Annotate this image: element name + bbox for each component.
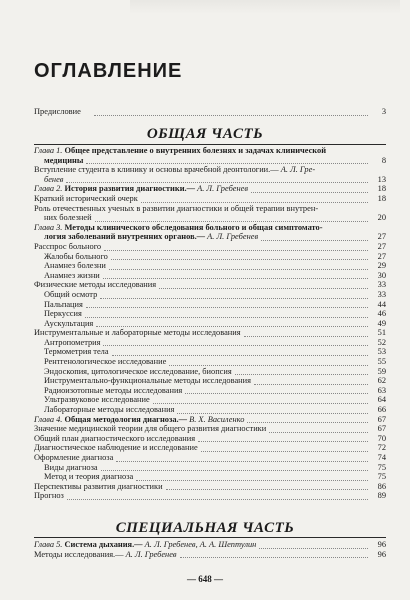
entry-text: Оформление диагноза [34,453,114,462]
entry-page: 27 [377,251,386,261]
entry-page: 33 [377,280,386,290]
leader-dots [247,421,368,423]
toc-entry [34,463,386,473]
leader-dots [94,114,368,116]
toc-entry [34,204,386,214]
entry-page: 89 [377,491,386,501]
leader-dots [269,431,368,433]
entry-text: Перспективы развития диагностики [34,481,163,491]
entry-page: 67 [377,424,386,434]
page-title: ОГЛАВЛЕНИЕ [34,60,183,82]
entry-page: 63 [377,385,386,395]
leader-dots [185,392,368,394]
entry-text: Лабораторные методы исследования [44,405,175,415]
toc-entry-text [44,156,83,165]
entry-text: Методы исследования.— [34,549,124,559]
toc-entry [34,472,386,482]
toc-entry [34,156,386,166]
chapter-title: Система дыхания.— [64,540,143,549]
entry-text: Прогноз [34,491,64,501]
toc-entry-text [44,338,100,347]
leader-dots [95,220,368,222]
leader-dots [136,479,368,481]
toc-entry [34,328,386,338]
entry-page: 49 [377,318,386,328]
toc-entry-text [44,175,63,184]
chapter-title: История развития диагностики.— [64,184,195,194]
toc-entry-text [34,242,101,251]
leader-dots [104,249,368,251]
chapter-title: логия заболеваний внутренних органов.— [44,232,206,242]
toc-entry [34,376,386,386]
entry-text: Пальпация [44,299,83,309]
toc-entry-text [44,386,182,395]
toc-entry [34,386,386,396]
entry-author: А. Л. Гребенев [197,184,249,194]
entry-page: 33 [377,289,386,299]
leader-dots [85,316,368,318]
entry-author: А. Л. Гре- [280,165,316,175]
entry-page: 96 [377,540,386,549]
toc-entry-text [34,165,315,174]
leader-dots [96,325,368,327]
toc-entry-text [44,376,251,385]
chapter-title: Общее представление о внутренних болезнях и задачах клинической [64,146,327,155]
toc-entry [34,242,386,252]
entry-author: А. Л. Гребенев, А. А. Шептулин [144,540,257,549]
toc-entry [34,252,386,262]
leader-dots [159,287,368,289]
toc-entry-text [34,223,323,232]
section-title-special: СПЕЦИАЛЬНАЯ ЧАСТЬ [115,520,295,536]
entry-page: 75 [377,462,386,472]
toc-entry-text [34,443,198,452]
entry-text: Диагностическое наблюдение и исследование [34,443,198,453]
entry-page: 66 [377,405,386,415]
toc-entry-text [34,550,177,559]
toc-entry-text [44,232,258,241]
entry-author: А. Л. Гребенев [125,549,177,559]
leader-dots [109,268,368,270]
toc-entry-text [34,280,156,289]
toc-entry-text [44,261,106,270]
chapter-title: Методы клинического обследования больного и общая симптомато- [64,222,323,232]
entry-page: 53 [377,347,386,357]
entry-text: Жалобы больного [44,251,108,261]
chapter-label: Глава 1. [34,146,63,155]
toc-entry [34,319,386,329]
toc-entry [34,415,386,425]
leader-dots [153,402,368,404]
toc-general-list [34,146,386,501]
leader-dots [166,488,368,490]
toc-entry [34,482,386,492]
entry-text: Перкуссия [44,309,82,319]
toc-entry-text [44,309,82,318]
toc-entry-text [34,194,138,203]
toc-entry-text [44,271,100,280]
leader-dots [111,258,368,260]
toc-entry-text [44,347,109,356]
chapter-title: медицины [44,155,84,165]
entry-page: 55 [377,357,386,367]
chapter-label: Глава 3. [34,222,63,232]
entry-page: 18 [377,193,386,203]
toc-entry-text [44,213,92,222]
toc-entry [34,146,386,156]
toc-entry-text [34,328,241,337]
entry-text: Антропометрия [44,337,101,347]
leader-dots [100,297,368,299]
entry-text: Метод и теория диагноза [44,472,134,482]
entry-text: Аускультация [44,318,94,328]
leader-dots [259,547,368,549]
preface-row [34,107,386,117]
toc-entry-text [44,472,133,481]
entry-author: бенев [44,174,64,184]
toc-entry-text [34,434,195,443]
entry-page: 96 [377,549,386,559]
entry-text: Анамнез жизни [44,270,100,280]
toc-entry-text [34,146,326,155]
leader-dots [101,469,368,471]
entry-page: 20 [377,213,386,223]
entry-text: Инструментальные и лабораторные методы исследования [34,328,241,338]
entry-text: Инструментально-функциональные методы исследования [44,376,251,386]
toc-entry [34,184,386,194]
entry-text: Физические методы исследования [34,280,157,290]
leader-dots [244,335,368,337]
entry-page: 75 [377,472,386,482]
toc-entry [34,175,386,185]
toc-entry [34,491,386,501]
toc-entry-text [44,395,150,404]
entry-text: Общий осмотр [44,289,98,299]
chapter-label: Глава 4. [34,414,63,424]
leader-dots [177,412,368,414]
toc-entry [34,280,386,290]
toc-entry [34,395,386,405]
toc-entry [34,550,386,560]
entry-page: 52 [377,337,386,347]
toc-entry [34,424,386,434]
leader-dots [254,383,368,385]
leader-dots [141,201,368,203]
leader-dots [112,354,368,356]
leader-dots [67,498,368,500]
entry-text: Рентгенологическое исследование [44,357,167,367]
entry-page: 18 [377,184,386,194]
toc-entry [34,232,386,242]
leader-dots [180,556,368,558]
entry-text: Анамнез болезни [44,261,106,271]
toc-entry [34,434,386,444]
toc-entry-text [34,204,318,213]
entry-page: 72 [377,443,386,453]
section-rule [34,537,386,538]
toc-entry [34,367,386,377]
entry-page: 67 [377,414,386,424]
entry-page: 51 [377,328,386,338]
toc-entry [34,453,386,463]
toc-entry-text [44,290,97,299]
toc-entry-text [34,424,266,433]
leader-dots [261,239,368,241]
toc-entry-text [44,405,174,414]
entry-text: Эндоскопия, цитологическое исследование, биопсия [44,366,232,376]
entry-text: Виды диагноза [44,462,98,472]
entry-page: 64 [377,395,386,405]
entry-page: 74 [377,453,386,462]
leader-dots [169,364,368,366]
leader-dots [103,344,368,346]
toc-entry [34,405,386,415]
entry-text: Термометрия тела [44,347,109,357]
toc-entry [34,213,386,223]
chapter-label: Глава 5. [34,540,63,549]
toc-entry [34,261,386,271]
leader-dots [235,373,368,375]
toc-entry [34,347,386,357]
preface-page: 3 [381,107,386,116]
entry-page: 27 [377,232,386,242]
leader-dots [201,450,368,452]
entry-page: 30 [377,270,386,280]
page-number: — 648 — [187,574,223,584]
toc-special-list [34,540,386,559]
toc-entry [34,165,386,175]
toc-entry [34,271,386,281]
toc-entry-text [34,491,64,500]
entry-text: Значение медицинской теории для общего развития диагностики [34,424,267,434]
entry-author: А. Л. Гребенев [207,232,259,242]
toc-entry [34,290,386,300]
entry-text: Краткий исторический очерк [34,193,138,203]
entry-page: 59 [377,366,386,376]
toc-entry-text [44,357,166,366]
toc-entry-text [44,367,232,376]
entry-page: 29 [377,261,386,271]
toc-entry [34,194,386,204]
entry-page: 8 [381,155,386,165]
toc-entry-text [34,415,244,424]
entry-page: 62 [377,376,386,386]
toc-entry [34,223,386,233]
leader-dots [86,306,368,308]
leader-dots [86,162,368,164]
toc-entry-text [44,252,108,261]
preface-label: Предисловие [34,107,81,116]
entry-text: Ультразвуковое исследование [44,395,150,405]
entry-author: В. Х. Василенко [189,414,245,424]
bleed-through-shadow [130,0,400,14]
leader-dots [116,460,368,462]
entry-text: Радиоизотопные методы исследования [44,385,183,395]
toc-entry [34,443,386,453]
toc-entry [34,309,386,319]
toc-entry [34,357,386,367]
toc-entry-text [34,453,113,462]
entry-page: 70 [377,433,386,443]
toc-entry-text [44,463,98,472]
entry-page: 46 [377,309,386,319]
toc-entry-text [34,482,163,491]
leader-dots [251,191,368,193]
leader-dots [66,181,368,183]
entry-text: них болезней [44,213,92,223]
toc-entry-text [44,300,83,309]
entry-page: 44 [377,299,386,309]
entry-text: Вступление студента в клинику и основы врачебной деонтологии.— [34,165,279,175]
entry-page: 27 [377,241,386,251]
entry-page: 13 [377,174,386,184]
section-title-general: ОБЩАЯ ЧАСТЬ [146,126,264,142]
entry-page: 86 [377,481,386,491]
toc-entry-text [34,184,248,193]
entry-text: Расспрос больного [34,241,102,251]
section-rule [34,144,386,145]
entry-text: Общий план диагностического исследования [34,433,196,443]
toc-entry [34,540,386,550]
toc-entry [34,300,386,310]
entry-text: Роль отечественных ученых в развитии диагностики и общей терапии внутрен- [34,203,319,213]
chapter-label: Глава 2. [34,184,63,194]
toc-entry-text [44,319,93,328]
toc-entry-text [34,540,256,549]
chapter-title: Общая методология диагноза.— [64,414,187,424]
leader-dots [103,277,368,279]
leader-dots [198,440,368,442]
toc-entry [34,338,386,348]
